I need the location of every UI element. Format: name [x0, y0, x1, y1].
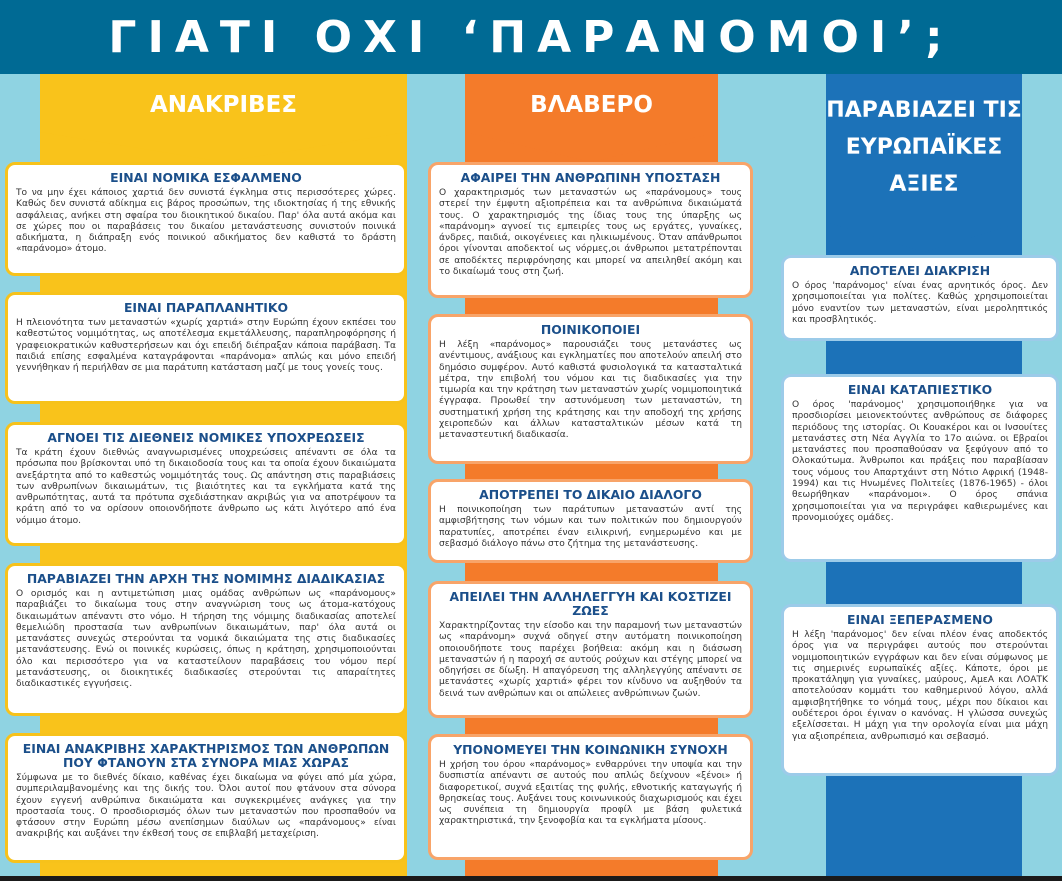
card-text: Η χρήση του όρου «παράνομος» ενθαρρύνει την υποψία και την δυσπιστία απέναντι σε αυτούς που απλώς δείχνουν «ξένοι» ή διαφορετικοί, συχνά εξαιτίας της φυλής, εθνοτικής καταγωγής ή θρησκείας τους. Αυξάνει τους κοινωνικούς διαχωρισμούς και έχει ως συνέπεια τη δημιουργία προφίλ με βάση φυλετικά χαρακτηριστικά, την ξενοφοβία και τα εγκλήματα μίσους.: [439, 760, 742, 827]
card-ignores-obligations: [5, 422, 407, 546]
card-oppressive: [781, 374, 1059, 562]
card-title: ΑΓΝΟΕΙ ΤΙΣ ΔΙΕΘΝΕΙΣ ΝΟΜΙΚΕΣ ΥΠΟΧΡΕΩΣΕΙΣ: [47, 430, 365, 445]
card-prevents-dialogue: [428, 479, 753, 563]
card-undermines-cohesion: [428, 734, 753, 860]
card-outdated: [781, 604, 1059, 776]
column-heading-inaccurate: ΑΝΑΚΡΙΒΕΣ: [149, 92, 298, 118]
card-title: ΕΙΝΑΙ ΠΑΡΑΠΛΑΝΗΤΙΚΟ: [123, 300, 289, 315]
card-text: Το να μην έχει κάποιος χαρτιά δεν συνιστά έγκλημα στις περισσότερες χώρες. Καθώς δεν συνιστά αδίκημα εις βάρος προσώπων, της ιδιοκτησίας ή της εθνικής ασφάλειας, ανήκει στη σφαίρα του διοικητικού δικαίου. Παρ' όλα αυτά ακόμα και σε χώρες που οι παραβάσεις του δικαίου μετανάστευσης συνιστούν ποινικά αδικήματα, η διάπραξη ενός ποινικού αδικήματος δεν καθιστά το δράστη «παράνομο» άτομο.: [16, 188, 396, 255]
card-text: Η πλειονότητα των μεταναστών «χωρίς χαρτιά» στην Ευρώπη έχουν εκπέσει του καθεστώτος νομιμότητας, ως αποτέλεσμα εκμετάλλευσης, παραπληροφόρησης ή γραφειοκρατικών καθυστερήσεων και όχι επειδή διέπραξαν κάποια παράβαση. Τα παιδιά επίσης εσφαλμένα καταγράφονται «παράνομα» απλώς και μόνο επειδή γεννήθηκαν ή περιήλθαν σε μια παράτυπη κατάσταση μαζί με τους γονείς τους.: [16, 318, 396, 374]
column-heading-violates-values-text: ΠΑΡΑΒΙΑΖΕΙ ΤΙΣ ΕΥΡΩΠΑΪΚΕΣ ΑΞΙΕΣ: [826, 98, 1022, 197]
heading-arrow-yellow: [40, 74, 407, 166]
card-title: ΠΑΡΑΒΙΑΖΕΙ ΤΗΝ ΑΡΧΗ ΤΗΣ ΝΟΜΙΜΗΣ ΔΙΑΔΙΚΑΣΙΑΣ: [26, 571, 386, 586]
card-title: ΕΙΝΑΙ ΚΑΤΑΠΙΕΣΤΙΚΟ: [847, 382, 993, 397]
column-heading-violates-values: [812, 92, 1036, 203]
card-inaccurate-characterization: [5, 733, 407, 863]
page-title: ΓΙΑΤΙ ΟΧΙ ‘ΠΑΡΑΝΟΜΟΙ’;: [0, 0, 1062, 74]
card-due-process: [5, 563, 407, 716]
card-title: ΠΟΙΝΙΚΟΠΟΙΕΙ: [540, 322, 641, 337]
card-text: Η λέξη 'παράνομος' δεν είναι πλέον ένας αποδεκτός όρος για να περιγράφει αυτούς που στερούνται νομιμοποιητικών εγγράφων και δεν είναι σύμφωνος με τις σημερινές ευρωπαϊκές αξίες. Κάποτε, όροι με προκατάληψη για γυναίκες, μαύρους, ΑμεΑ και ΛΟΑΤΚ αποτελούσαν κομμάτι του καθημερινού λόγου, αλλά αμφισβητήθηκε το νόημά τους, μέχρι που δίκαιοι και ουδέτεροι όροι έγιναν ο κανόνας. Η γλώσσα συνεχώς εξελίσσεται. Η μάχη για την ορολογία είναι μια μάχη για αξιοπρέπεια, ανθρωπισμό και σεβασμό.: [792, 630, 1048, 742]
bottom-border: [0, 876, 1062, 881]
card-text: Χαρακτηρίζοντας την είσοδο και την παραμονή των μεταναστών ως «παράνομη» συχνά οδηγεί στην αυτόματη ποινικοποίηση οποιουδήποτε τους παρέχει βοήθεια: ακόμη και η διάσωση μεταναστών ή η παροχή σε αυτούς ρούχων και στέγης μπορεί να οδηγήσει σε δίωξη. Η απαγόρευση της αλληλεγγύης απέναντι σε μετανάστες «χωρίς χαρτιά» φέρει τον κίνδυνο να αυξηθούν τα δεινά των ανθρώπων και οι απώλειες ανθρώπινων ζωών.: [439, 621, 742, 699]
card-threatens-solidarity: [428, 581, 753, 718]
card-text: Η ποινικοποίηση των παράτυπων μεταναστών αντί της αμφισβήτησης των νόμων και των πολιτικών που δημιουργούν παρατυπίες, αποτρέπει έναν ειλικρινή, ενημερωμένο και με σεβασμό διάλογο πάνω στο ζήτημα της μετανάστευσης.: [439, 505, 742, 549]
card-legally-incorrect: [5, 162, 407, 276]
card-text: Ο χαρακτηρισμός των μεταναστών ως «παράνομους» τους στερεί την έμφυτη αξιοπρέπεια και τα ανθρώπινα δικαιώματά τους. Ο χαρακτηρισμός της ίδιας τους της ύπαρξης ως «παράνομη» αγνοεί τις εμπειρίες τους ως εργάτες, γυναίκες, άνδρες, παιδιά, οικογένειες και ηλικιωμένους. Όταν απάνθρωποι όροι γίνονται αποδεκτοί ως νόρμες,οι άνθρωποι μετατρέπονται σε αποδέκτες περιφρόνησης και μπορεί να απειληθεί ακόμη και το δικαίωμά τους στη ζωή.: [439, 188, 742, 278]
card-title: ΕΙΝΑΙ ΞΕΠΕΡΑΣΜΕΝΟ: [847, 612, 993, 627]
card-dehumanizing: [428, 162, 753, 298]
card-title: ΑΠΕΙΛΕΙ ΤΗΝ ΑΛΛΗΛΕΓΓΥΗ ΚΑΙ ΚΟΣΤΙΖΕΙ ΖΩΕΣ: [449, 589, 732, 618]
card-title: ΑΠΟΤΕΛΕΙ ΔΙΑΚΡΙΣΗ: [849, 263, 991, 278]
card-text: Ο ορισμός και η αντιμετώπιση μιας ομάδας ανθρώπων ως «παράνομους» παραβιάζει το δικαίωμα τους στην αναγνώριση τους ως άτομα-κατόχους δικαιωμάτων απέναντι στο νόμο. Η τήρηση της νόμιμης διαδικασίας αποτελεί θεμελιώδη προστασία των ανθρωπίνων δικαιωμάτων, παρ' όλα αυτά οι μετανάστες συνεχώς στερούνται τα νομικά δικαιώματα της στις διαδικασίες μετανάστευσης. Ενώ οι ποινικές κυρώσεις, όπως η κράτηση, χρησιμοποιούνται όλο και περισσότερο για να καταστείλουν παραβάσεις του νόμου περί μετανάστευσης, οι διοικητικές διαδικασίες στερούνται τις απαραίτητες διαδικαστικές εγγυήσεις.: [16, 589, 396, 690]
card-text: Ο όρος 'παράνομος' είναι ένας αρνητικός όρος. Δεν χρησιμοποιείται για πολίτες. Καθώς χρησιμοποιείται μόνο εναντίον των μεταναστών, είναι μεροληπτικός και προσβλητικός.: [792, 281, 1048, 325]
card-text: Σύμφωνα με το διεθνές δίκαιο, καθένας έχει δικαίωμα να φύγει από μία χώρα, συμπεριλαμβανομένης και της δικής του. Όλοι αυτοί που φτάνουν στα σύνορα έχουν εγγενή ανθρώπινα δικαιώματα και συγκεκριμένες ανάγκες για την προστασία τους. Ο προσδιορισμός όλων των μεταναστών που προσπαθούν να φτάσουν στην Ευρώπη μέσω ανεπίσημων διαύλων ως «παράνομους» είναι ανακριβής και αυξάνει την έκθεσή τους σε επιβλαβή μεταχείριση.: [16, 773, 396, 840]
card-text: Η λέξη «παράνομος» παρουσιάζει τους μετανάστες ως ανέντιμους, ανάξιους και εγκληματίες που αποτελούν απειλή στο δημόσιο συμφέρον. Αυτό καθιστά φυσιολογικά τα κατασταλτικά μέτρα, την επιβολή του νόμου και τις διαδικασίες για την τιμωρία και την κράτηση των μεταναστών χωρίς νομιμοποιητικά έγγραφα. Προωθεί την αστυνόμευση των μεταναστών, τη συστηματική χρήση της κράτησης και την αποδοχή της χρήσης χειροπεδών και άλλων κατασταλτικών μέσων κατά τη μεταναστευτική διαδικασία.: [439, 340, 742, 441]
card-title: ΑΦΑΙΡΕΙ ΤΗΝ ΑΝΘΡΩΠΙΝΗ ΥΠΟΣΤΑΣΗ: [460, 170, 721, 185]
heading-arrow-orange: [465, 74, 718, 166]
card-discrimination: [781, 255, 1059, 341]
card-title: ΑΠΟΤΡΕΠΕΙ ΤΟ ΔΙΚΑΙΟ ΔΙΑΛΟΓΟ: [479, 487, 702, 502]
card-text: Ο όρος 'παράνομος' χρησιμοποιήθηκε για να προσδιορίσει μειονεκτούντες ανθρώπους σε διάφορες περιόδους της ιστορίας. Οι Κουακέροι και οι Ινσουίτες μετανάστες στη Νέα Αγγλία το 17ο αιώνα. οι Εβραίοι μετανάστες που προσπαθούσαν να ξεφύγουν από το Ολοκαύτωμα. Άνθρωποι και πράξεις που παραβίασαν τους νόμους του Απαρτχάιντ στη Νότιο Αφρική (1948-1994) και τις Ηνωμένες Πολιτείες (1876-1965) - όλοι θεωρήθηκαν «παράνομοι». Ο όρος σπάνια χρησιμοποιείται για να περιγράφει καθιερωμένες και προνομιούχες ομάδες.: [792, 400, 1048, 523]
card-title: ΕΙΝΑΙ ΑΝΑΚΡΙΒΗΣ ΧΑΡΑΚΤΗΡΙΣΜΟΣ ΤΩΝ ΑΝΘΡΩΠΩΝ ΠΟΥ ΦΤΑΝΟΥΝ ΣΤΑ ΣΥΝΟΡΑ ΜΙΑΣ ΧΩΡΑΣ: [22, 741, 390, 770]
card-text: Τα κράτη έχουν διεθνώς αναγνωρισμένες υποχρεώσεις απέναντι σε όλα τα πρόσωπα που βρίσκονται υπό τη δικαιοδοσία τους και τα οποία έχουν δικαιώματα ανεξάρτητα από το καθεστώς νομιμότητάς τους. Ως απάντηση στις παραβιάσεις των ανθρωπίνων δικαιωμάτων, τις βιαιότητες και τα εγκλήματα κατά της ανθρωπότητας, αυτά τα πρότυπα σχεδιάστηκαν ακριβώς για να αποτρέψουν τα κράτη από το να ορίσουν οποιονδήποτε άνθρωπο ως κάτι λιγότερο από ένα νόμιμο άτομο.: [16, 448, 396, 526]
card-title: ΥΠΟΝΟΜΕΥΕΙ ΤΗΝ ΚΟΙΝΩΝΙΚΗ ΣΥΝΟΧΗ: [453, 742, 728, 757]
card-title: ΕΙΝΑΙ ΝΟΜΙΚΑ ΕΣΦΑΛΜΕΝΟ: [110, 170, 302, 185]
card-criminalizes: [428, 314, 753, 464]
column-heading-harmful: ΒΛΑΒΕΡΟ: [530, 92, 653, 118]
card-misleading: [5, 292, 407, 404]
